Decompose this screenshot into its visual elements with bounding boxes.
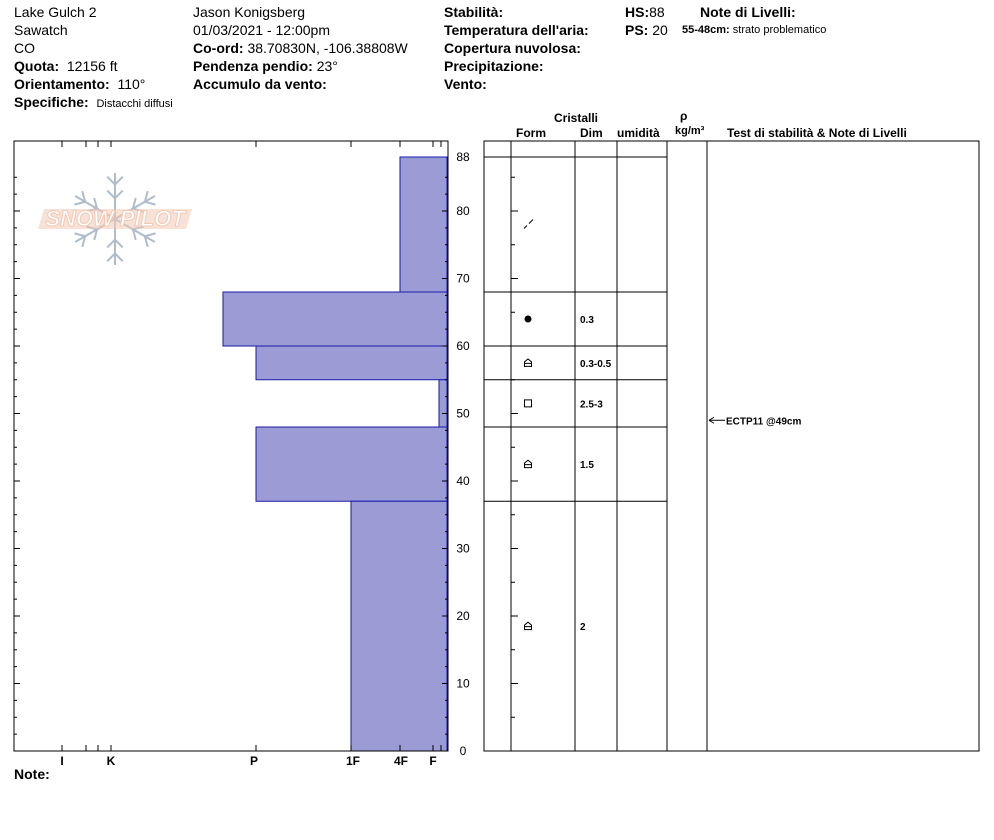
flake-branch: [107, 240, 115, 248]
crystal-dim-4: 1.5: [580, 460, 594, 472]
depth-hoar-icon: [525, 622, 532, 630]
depth-label-0: 0: [459, 744, 467, 758]
specifics-label: Specifiche:: [14, 94, 89, 110]
depth-label-10: 10: [456, 676, 470, 691]
dim-header: Dim: [580, 126, 603, 140]
flake-branch: [145, 202, 156, 205]
elevation-value: 12156 ft: [66, 58, 118, 74]
range-name: Sawatch: [14, 22, 68, 38]
depth-label-50: 50: [456, 406, 470, 421]
layer-note-text: strato problematico: [732, 24, 827, 36]
crystal-dim-2: 0.3-0.5: [580, 358, 612, 370]
hardness-bar-5: [351, 501, 447, 751]
precipitation-label: Precipitazione:: [444, 58, 544, 74]
wind-label: Vento:: [444, 76, 487, 92]
hardness-label-4F: 4F: [393, 754, 409, 768]
flake-branch: [74, 233, 85, 236]
stability-notes-header: Test di stabilità & Note di Livelli: [727, 126, 907, 140]
form-header: Form: [516, 126, 546, 140]
specifics-value: Distacchi diffusi: [96, 98, 173, 110]
hardness-label-I: I: [60, 754, 64, 768]
stability-test-label-0: ECTP11 @49cm: [726, 416, 802, 428]
depth-label-20: 20: [456, 609, 470, 623]
coord-label: Co-ord:: [193, 40, 244, 56]
layer-table: [484, 141, 979, 751]
moisture-header: umidità: [617, 126, 660, 140]
flake-branch: [74, 202, 85, 205]
decomposing-icon: [524, 220, 533, 229]
flake-branch: [115, 177, 123, 185]
depth-label-30: 30: [456, 541, 470, 556]
hardness-label-F: F: [429, 754, 437, 768]
layer-table-content: [524, 220, 612, 634]
hs-label: HS:: [625, 4, 650, 20]
density-header: kg/m³: [675, 125, 705, 137]
crystals-header: Cristalli: [554, 111, 599, 125]
observer-name: Jason Konigsberg: [193, 4, 306, 20]
flake-branch: [115, 240, 123, 248]
flake-branch: [115, 254, 123, 262]
crystal-dim-5: 2: [580, 622, 586, 634]
depth-label-88: 88: [456, 150, 470, 164]
notes-label: Note:: [14, 766, 50, 782]
flake-branch: [145, 233, 156, 236]
ps-label: PS:: [625, 22, 649, 38]
flake-branch: [107, 177, 115, 185]
layer-notes-title: Note di Livelli:: [700, 4, 796, 20]
stability-label: Stabilità:: [444, 4, 504, 20]
depth-axis-labels: [456, 150, 470, 758]
logo-text: SNOW PILOT: [45, 206, 185, 231]
hs-value: 88: [649, 4, 665, 20]
depth-label-80: 80: [456, 204, 470, 218]
depth-label-40: 40: [456, 474, 470, 488]
wind-loading-label: Accumulo da vento:: [193, 76, 327, 92]
hardness-label-P: P: [249, 754, 259, 768]
snowpilot-logo: [38, 173, 192, 265]
aspect-label: Orientamento:: [14, 76, 110, 92]
crystal-dim-3: 2.5-3: [580, 399, 603, 411]
sky-cover-label: Copertura nuvolosa:: [444, 40, 581, 56]
hardness-bar-4: [256, 427, 447, 501]
crystal-dim-1: 0.3: [580, 315, 594, 326]
hardness-label-1F: 1F: [345, 754, 361, 768]
rho-header: ρ: [680, 109, 688, 123]
coord-value: 38.70830N, -106.38808W: [247, 40, 408, 56]
hardness-label-K: K: [106, 754, 116, 768]
stability-tests: [709, 416, 801, 427]
flake-branch: [107, 191, 115, 199]
table-frame: [484, 141, 979, 751]
depth-label-70: 70: [456, 271, 470, 286]
air-temp-label: Temperatura dell'aria:: [444, 22, 589, 38]
depth-hoar-icon: [525, 359, 532, 367]
observation-datetime: 01/03/2021 - 12:00pm: [193, 22, 330, 38]
slope-value: 23°: [316, 58, 338, 74]
hardness-bars: [223, 157, 447, 751]
elevation-label: Quota:: [14, 58, 60, 74]
flake-branch: [107, 254, 115, 262]
hardness-bar-0: [400, 157, 447, 292]
aspect-value: 110°: [117, 76, 146, 92]
location-name: Lake Gulch 2: [14, 4, 97, 20]
state-name: CO: [14, 40, 35, 56]
rounded-grain-icon: [525, 316, 532, 323]
hardness-bar-2: [256, 346, 447, 380]
depth-hoar-icon: [525, 460, 532, 468]
layer-note-range: 55-48cm:: [682, 24, 730, 36]
ps-value: 20: [652, 22, 668, 38]
hardness-axis-labels: [60, 754, 436, 768]
hardness-bar-1: [223, 292, 447, 346]
flake-branch: [115, 191, 123, 199]
hardness-bar-3: [439, 380, 447, 427]
faceted-icon: [525, 400, 532, 407]
slope-label: Pendenza pendio:: [193, 58, 313, 74]
depth-label-60: 60: [456, 339, 470, 353]
